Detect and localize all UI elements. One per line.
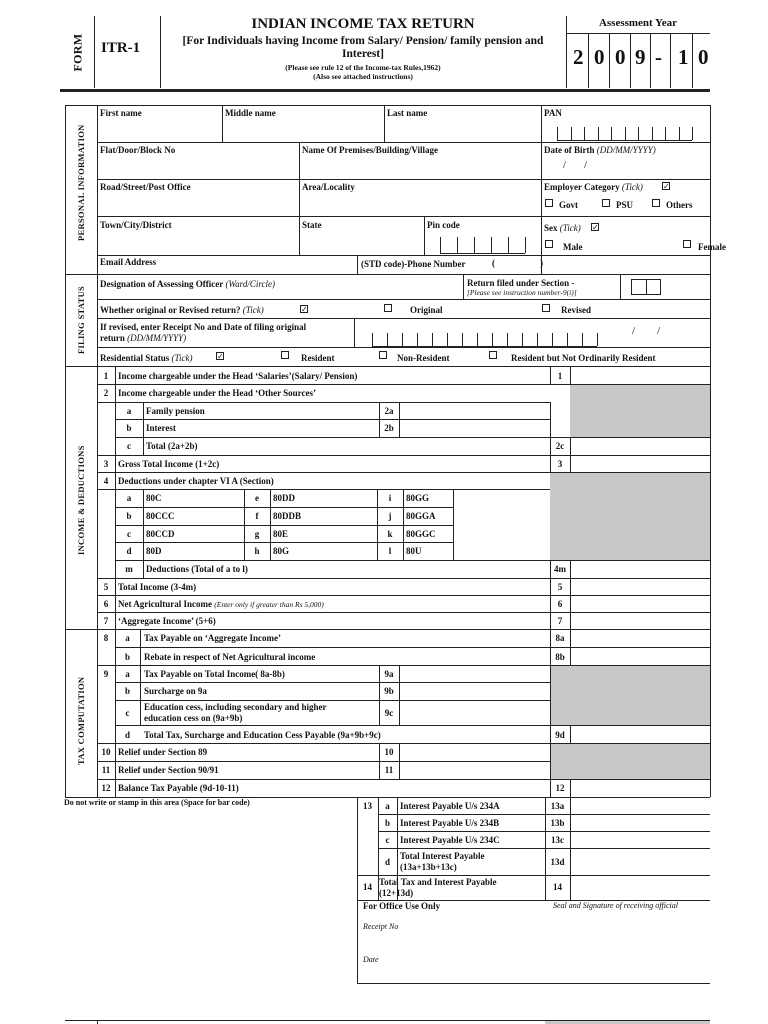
row-9c-box: 9c xyxy=(384,708,394,718)
row-3-no: 3 xyxy=(103,459,109,469)
row-13c-label: Interest Payable U/s 234C xyxy=(400,835,500,845)
premises-label: Name Of Premises/Building/Village xyxy=(302,145,438,155)
ay-digit-separator xyxy=(609,33,610,88)
deduction-letter: f xyxy=(255,511,259,521)
digit-box-divider xyxy=(447,333,448,346)
row-9b-box: 9b xyxy=(384,686,394,696)
row-5-no: 5 xyxy=(103,582,109,592)
row-2c-label: Total (2a+2b) xyxy=(146,441,198,451)
digit-box-divider xyxy=(492,333,493,346)
digit-box-divider xyxy=(372,333,373,346)
deduction-section-80DDB: 80DDB xyxy=(273,511,302,521)
row-10-no: 10 xyxy=(101,747,111,757)
row-4m-box: 4m xyxy=(554,564,566,574)
psu-label: PSU xyxy=(616,200,634,210)
row-14-no: 14 xyxy=(363,882,372,892)
flat-label: Flat/Door/Block No xyxy=(100,145,176,155)
pan-label: PAN xyxy=(544,108,562,118)
deduction-section-80DD: 80DD xyxy=(273,493,295,503)
ay-digit-separator xyxy=(630,33,631,88)
office-use-label: For Office Use Only xyxy=(363,901,441,911)
row-1-box: 1 xyxy=(557,371,563,381)
female-label: Female xyxy=(698,242,726,252)
digit-box-divider xyxy=(552,333,553,346)
deduction-letter: k xyxy=(387,529,393,539)
row-7-label: ‘Aggregate Income’ (5+6) xyxy=(118,616,216,626)
middle-name-label: Middle name xyxy=(225,108,276,118)
row-2a-box: 2a xyxy=(384,406,394,416)
original-checkbox[interactable] xyxy=(384,304,392,312)
res-status-label: Residential Status (Tick) xyxy=(100,353,193,363)
area-label: Area/Locality xyxy=(302,182,355,192)
ay-digit-separator xyxy=(692,33,693,88)
rnor-label: Resident but Not Ordinarily Resident xyxy=(511,353,656,363)
row-4m-letter: m xyxy=(125,564,133,574)
original-label: Original xyxy=(410,305,443,315)
row-13-no: 13 xyxy=(363,801,372,811)
digit-box-divider xyxy=(692,127,693,140)
row-11-no: 11 xyxy=(101,765,111,775)
deduction-section-80D: 80D xyxy=(146,546,162,556)
deduction-section-80GG: 80GG xyxy=(406,493,430,503)
row-12-box: 12 xyxy=(555,783,565,793)
ay-digit-3: 9 xyxy=(635,45,646,69)
digit-box-divider xyxy=(611,127,612,140)
pin-label: Pin code xyxy=(427,220,460,230)
row-13d-letter: d xyxy=(384,857,390,867)
last-name-label: Last name xyxy=(387,108,428,118)
form-note-1: (Please see rule 12 of the Income-tax Rules,1962) xyxy=(285,63,441,72)
row-3-label: Gross Total Income (1+2c) xyxy=(118,459,220,469)
row-8-no: 8 xyxy=(103,633,109,643)
govt-label: Govt xyxy=(559,200,578,210)
digit-box-divider xyxy=(625,127,626,140)
deduction-section-80G: 80G xyxy=(273,546,290,556)
dob-slash-2[interactable]: / xyxy=(584,159,588,171)
form-note-2: (Also see attached instructions) xyxy=(313,72,413,81)
rev-date-slash-2[interactable]: / xyxy=(657,325,661,337)
digit-box-divider xyxy=(491,237,492,253)
tick-sample-icon: ✓ xyxy=(663,182,670,191)
phone-label: (STD code)-Phone Number xyxy=(361,259,466,269)
row-2c-letter: c xyxy=(127,441,131,451)
row-2a-label: Family pension xyxy=(146,406,205,416)
digit-box-divider xyxy=(598,127,599,140)
row-14-label-2: (12+13d) xyxy=(379,888,414,898)
digit-box-divider xyxy=(571,127,572,140)
deduction-section-80GGC: 80GGC xyxy=(406,529,436,539)
ay-digit-0: 2 xyxy=(573,45,584,69)
row-9d-label: Total Tax, Surcharge and Education Cess Payable (9a+9b+9c) xyxy=(144,730,381,740)
form-subtitle-1: [For Individuals having Income from Salary/ Pension/ family pension and xyxy=(182,35,544,47)
ao-label: Designation of Assessing Officer (Ward/Circle) xyxy=(100,279,275,289)
digit-box-divider xyxy=(522,333,523,346)
town-label: Town/City/District xyxy=(100,220,172,230)
row-3-box: 3 xyxy=(557,459,563,469)
sex-label: Sex (Tick) xyxy=(544,223,581,233)
dob-slash-1[interactable]: / xyxy=(563,159,567,171)
female-checkbox[interactable] xyxy=(683,240,691,248)
digit-box-divider xyxy=(567,333,568,346)
row-14-label-1: Total Tax and Interest Payable xyxy=(379,877,497,887)
non-resident-label: Non-Resident xyxy=(397,353,450,363)
orig-rev-label: Whether original or Revised return? (Tick) xyxy=(100,305,264,315)
row-2b-letter: b xyxy=(126,423,132,433)
digit-box-baseline xyxy=(440,253,525,254)
tick-sample-icon: ✓ xyxy=(301,305,308,314)
date-label: Date xyxy=(363,955,379,964)
deduction-letter: d xyxy=(126,546,132,556)
row-6-box: 6 xyxy=(557,599,563,609)
row-8a-box: 8a xyxy=(555,633,565,643)
deduction-letter: g xyxy=(254,529,260,539)
deduction-section-80U: 80U xyxy=(406,546,422,556)
tick-sample-icon: ✓ xyxy=(217,352,224,361)
row-9d-letter: d xyxy=(124,730,130,740)
digit-box-divider xyxy=(457,237,458,253)
digit-box-divider xyxy=(525,237,526,253)
govt-checkbox[interactable] xyxy=(545,199,553,207)
section-personal-info: PERSONAL INFORMATION xyxy=(76,124,86,241)
row-4-no: 4 xyxy=(103,476,109,486)
ay-digit-2: 0 xyxy=(615,45,626,69)
dob-label: Date of Birth (DD/MM/YYYY) xyxy=(544,145,656,155)
digit-box-divider xyxy=(477,333,478,346)
row-13b-box: 13b xyxy=(550,818,565,828)
revised-receipt-label-1: If revised, enter Receipt No and Date of filing original xyxy=(100,322,307,332)
email-label: Email Address xyxy=(100,257,157,267)
phone-open-paren: ( xyxy=(492,258,495,268)
row-9c-label-1: Education cess, including secondary and higher xyxy=(144,702,327,712)
digit-box-divider xyxy=(474,237,475,253)
row-12-label: Balance Tax Payable (9d-10-11) xyxy=(118,783,239,793)
rnor-checkbox[interactable] xyxy=(489,351,497,359)
row-13a-letter: a xyxy=(385,801,390,811)
row-9b-label: Surcharge on 9a xyxy=(144,686,207,696)
others-checkbox[interactable] xyxy=(652,199,660,207)
revised-receipt-label-2: return (DD/MM/YYYY) xyxy=(100,333,187,343)
row-9a-letter: a xyxy=(125,669,130,679)
deduction-letter: b xyxy=(126,511,132,521)
row-10-box: 10 xyxy=(384,747,394,757)
row-9d-box: 9d xyxy=(555,730,565,740)
employer-category-label: Employer Category (Tick) xyxy=(544,182,643,192)
row-9c-letter: c xyxy=(125,708,130,718)
ay-digit-separator xyxy=(670,33,671,88)
digit-box-divider xyxy=(665,127,666,140)
digit-box-divider xyxy=(462,333,463,346)
row-13d-label-1: Total Interest Payable xyxy=(400,851,485,861)
male-checkbox[interactable] xyxy=(545,240,553,248)
deduction-section-80C: 80C xyxy=(146,493,162,503)
deduction-letter: h xyxy=(254,546,260,556)
row-13b-label: Interest Payable U/s 234B xyxy=(400,818,500,828)
row-9c-label-2: education cess on (9a+9b) xyxy=(144,713,243,723)
row-9-no: 9 xyxy=(103,669,109,679)
row-14-box: 14 xyxy=(553,882,562,892)
deduction-letter: i xyxy=(388,493,392,503)
digit-box-divider xyxy=(440,237,441,253)
row-2-label: Income chargeable under the Head ‘Other Sources’ xyxy=(118,388,316,398)
row-9b-letter: b xyxy=(124,686,130,696)
row-2a-letter: a xyxy=(126,406,132,416)
section-income-deductions: INCOME & DEDUCTIONS xyxy=(76,445,86,555)
row-8b-label: Rebate in respect of Net Agricultural income xyxy=(144,652,316,662)
digit-box-divider xyxy=(582,333,583,346)
row-11-box: 11 xyxy=(384,765,394,775)
row-13d-box: 13d xyxy=(550,857,565,867)
deduction-letter: l xyxy=(388,546,392,556)
form-word: FORM xyxy=(70,33,85,72)
row-8a-label: Tax Payable on ‘Aggregate Income’ xyxy=(144,633,281,643)
no-write-note: Do not write or stamp in this area (Space for bar code) xyxy=(64,798,250,807)
row-6-no: 6 xyxy=(103,599,109,609)
digit-box-divider xyxy=(387,333,388,346)
deduction-letter: a xyxy=(126,493,132,503)
row-9a-box: 9a xyxy=(384,669,394,679)
road-label: Road/Street/Post Office xyxy=(100,182,191,192)
state-label: State xyxy=(302,220,322,230)
digit-box-divider xyxy=(597,333,598,346)
row-2b-label: Interest xyxy=(146,423,176,433)
non-resident-checkbox[interactable] xyxy=(379,351,387,359)
resident-label: Resident xyxy=(301,353,335,363)
deduction-letter: e xyxy=(255,493,259,503)
form-title: INDIAN INCOME TAX RETURN xyxy=(251,16,475,32)
row-13b-letter: b xyxy=(384,818,390,828)
form-subtitle-2: Interest] xyxy=(342,48,384,60)
section-filing-status: FILING STATUS xyxy=(76,285,86,354)
row-7-box: 7 xyxy=(557,616,563,626)
receipt-no-label: Receipt No xyxy=(363,922,399,931)
others-label: Others xyxy=(666,200,693,210)
digit-box-divider xyxy=(557,127,558,140)
deduction-section-80E: 80E xyxy=(273,529,289,539)
deduction-section-80GGA: 80GGA xyxy=(406,511,436,521)
row-5-label: Total Income (3-4m) xyxy=(118,582,197,592)
ay-digit-4: - xyxy=(655,45,662,69)
ay-digit-separator xyxy=(588,33,589,88)
digit-box-divider xyxy=(508,237,509,253)
digit-box-divider xyxy=(652,127,653,140)
row-13c-box: 13c xyxy=(551,835,564,845)
row-12-no: 12 xyxy=(101,783,111,793)
row-1-no: 1 xyxy=(103,371,109,381)
first-name-label: First name xyxy=(100,108,142,118)
return-section-label: Return filed under Section - xyxy=(467,278,575,288)
revised-checkbox[interactable] xyxy=(542,304,550,312)
ay-digit-6: 0 xyxy=(698,45,709,69)
row-7-no: 7 xyxy=(103,616,109,626)
tick-sample-icon: ✓ xyxy=(592,223,599,232)
row-11-label: Relief under Section 90/91 xyxy=(118,765,219,775)
assessment-year-label: Assessment Year xyxy=(598,17,678,29)
seal-signature-label: Seal and Signature of receiving official xyxy=(553,901,678,910)
row-5-box: 5 xyxy=(557,582,563,592)
row-4m-label: Deductions (Total of a to l) xyxy=(146,564,248,574)
row-2c-box: 2c xyxy=(555,441,565,451)
return-section-hint: [Please see instruction number-9(i)] xyxy=(467,288,577,297)
barcode-area xyxy=(64,812,354,972)
section-tax-computation: TAX COMPUTATION xyxy=(76,676,86,765)
ay-digit-separator xyxy=(650,33,651,88)
digit-box-baseline xyxy=(557,140,692,141)
revised-label: Revised xyxy=(561,305,591,315)
row-13c-letter: c xyxy=(385,835,390,845)
row-13a-label: Interest Payable U/s 234A xyxy=(400,801,500,811)
row-8b-letter: b xyxy=(124,652,130,662)
digit-box-divider xyxy=(402,333,403,346)
row-2b-box: 2b xyxy=(384,423,394,433)
phone-close-paren: ) xyxy=(540,258,543,268)
row-10-label: Relief under Section 89 xyxy=(118,747,208,757)
digit-box-divider xyxy=(679,127,680,140)
row-4-label: Deductions under chapter VI A (Section) xyxy=(118,476,274,486)
deduction-letter: j xyxy=(388,511,392,521)
row-6-label: Net Agricultural Income (Enter only if greater than Rs 5,000) xyxy=(118,599,324,609)
digit-box-divider xyxy=(507,333,508,346)
row-9a-label: Tax Payable on Total Income( 8a-8b) xyxy=(144,669,285,679)
resident-checkbox[interactable] xyxy=(281,351,289,359)
row-1-label: Income chargeable under the Head ‘Salaries’(Salary/ Pension) xyxy=(118,371,358,381)
digit-box-divider xyxy=(638,127,639,140)
psu-checkbox[interactable] xyxy=(602,199,610,207)
row-8b-box: 8b xyxy=(555,652,565,662)
rev-date-slash-1[interactable]: / xyxy=(632,325,636,337)
digit-box-divider xyxy=(537,333,538,346)
deduction-section-80CCC: 80CCC xyxy=(146,511,175,521)
row-13d-label-2: (13a+13b+13c) xyxy=(400,862,457,872)
row-2-no: 2 xyxy=(103,388,109,398)
deduction-letter: c xyxy=(127,529,131,539)
deduction-section-80CCD: 80CCD xyxy=(146,529,175,539)
row-8a-letter: a xyxy=(125,633,130,643)
ay-digit-1: 0 xyxy=(594,45,605,69)
digit-box-divider xyxy=(432,333,433,346)
ay-digit-5: 1 xyxy=(678,45,689,69)
row-13a-box: 13a xyxy=(550,801,565,811)
digit-box-divider xyxy=(584,127,585,140)
digit-box-divider xyxy=(417,333,418,346)
form-code: ITR-1 xyxy=(101,40,141,56)
male-label: Male xyxy=(563,242,583,252)
